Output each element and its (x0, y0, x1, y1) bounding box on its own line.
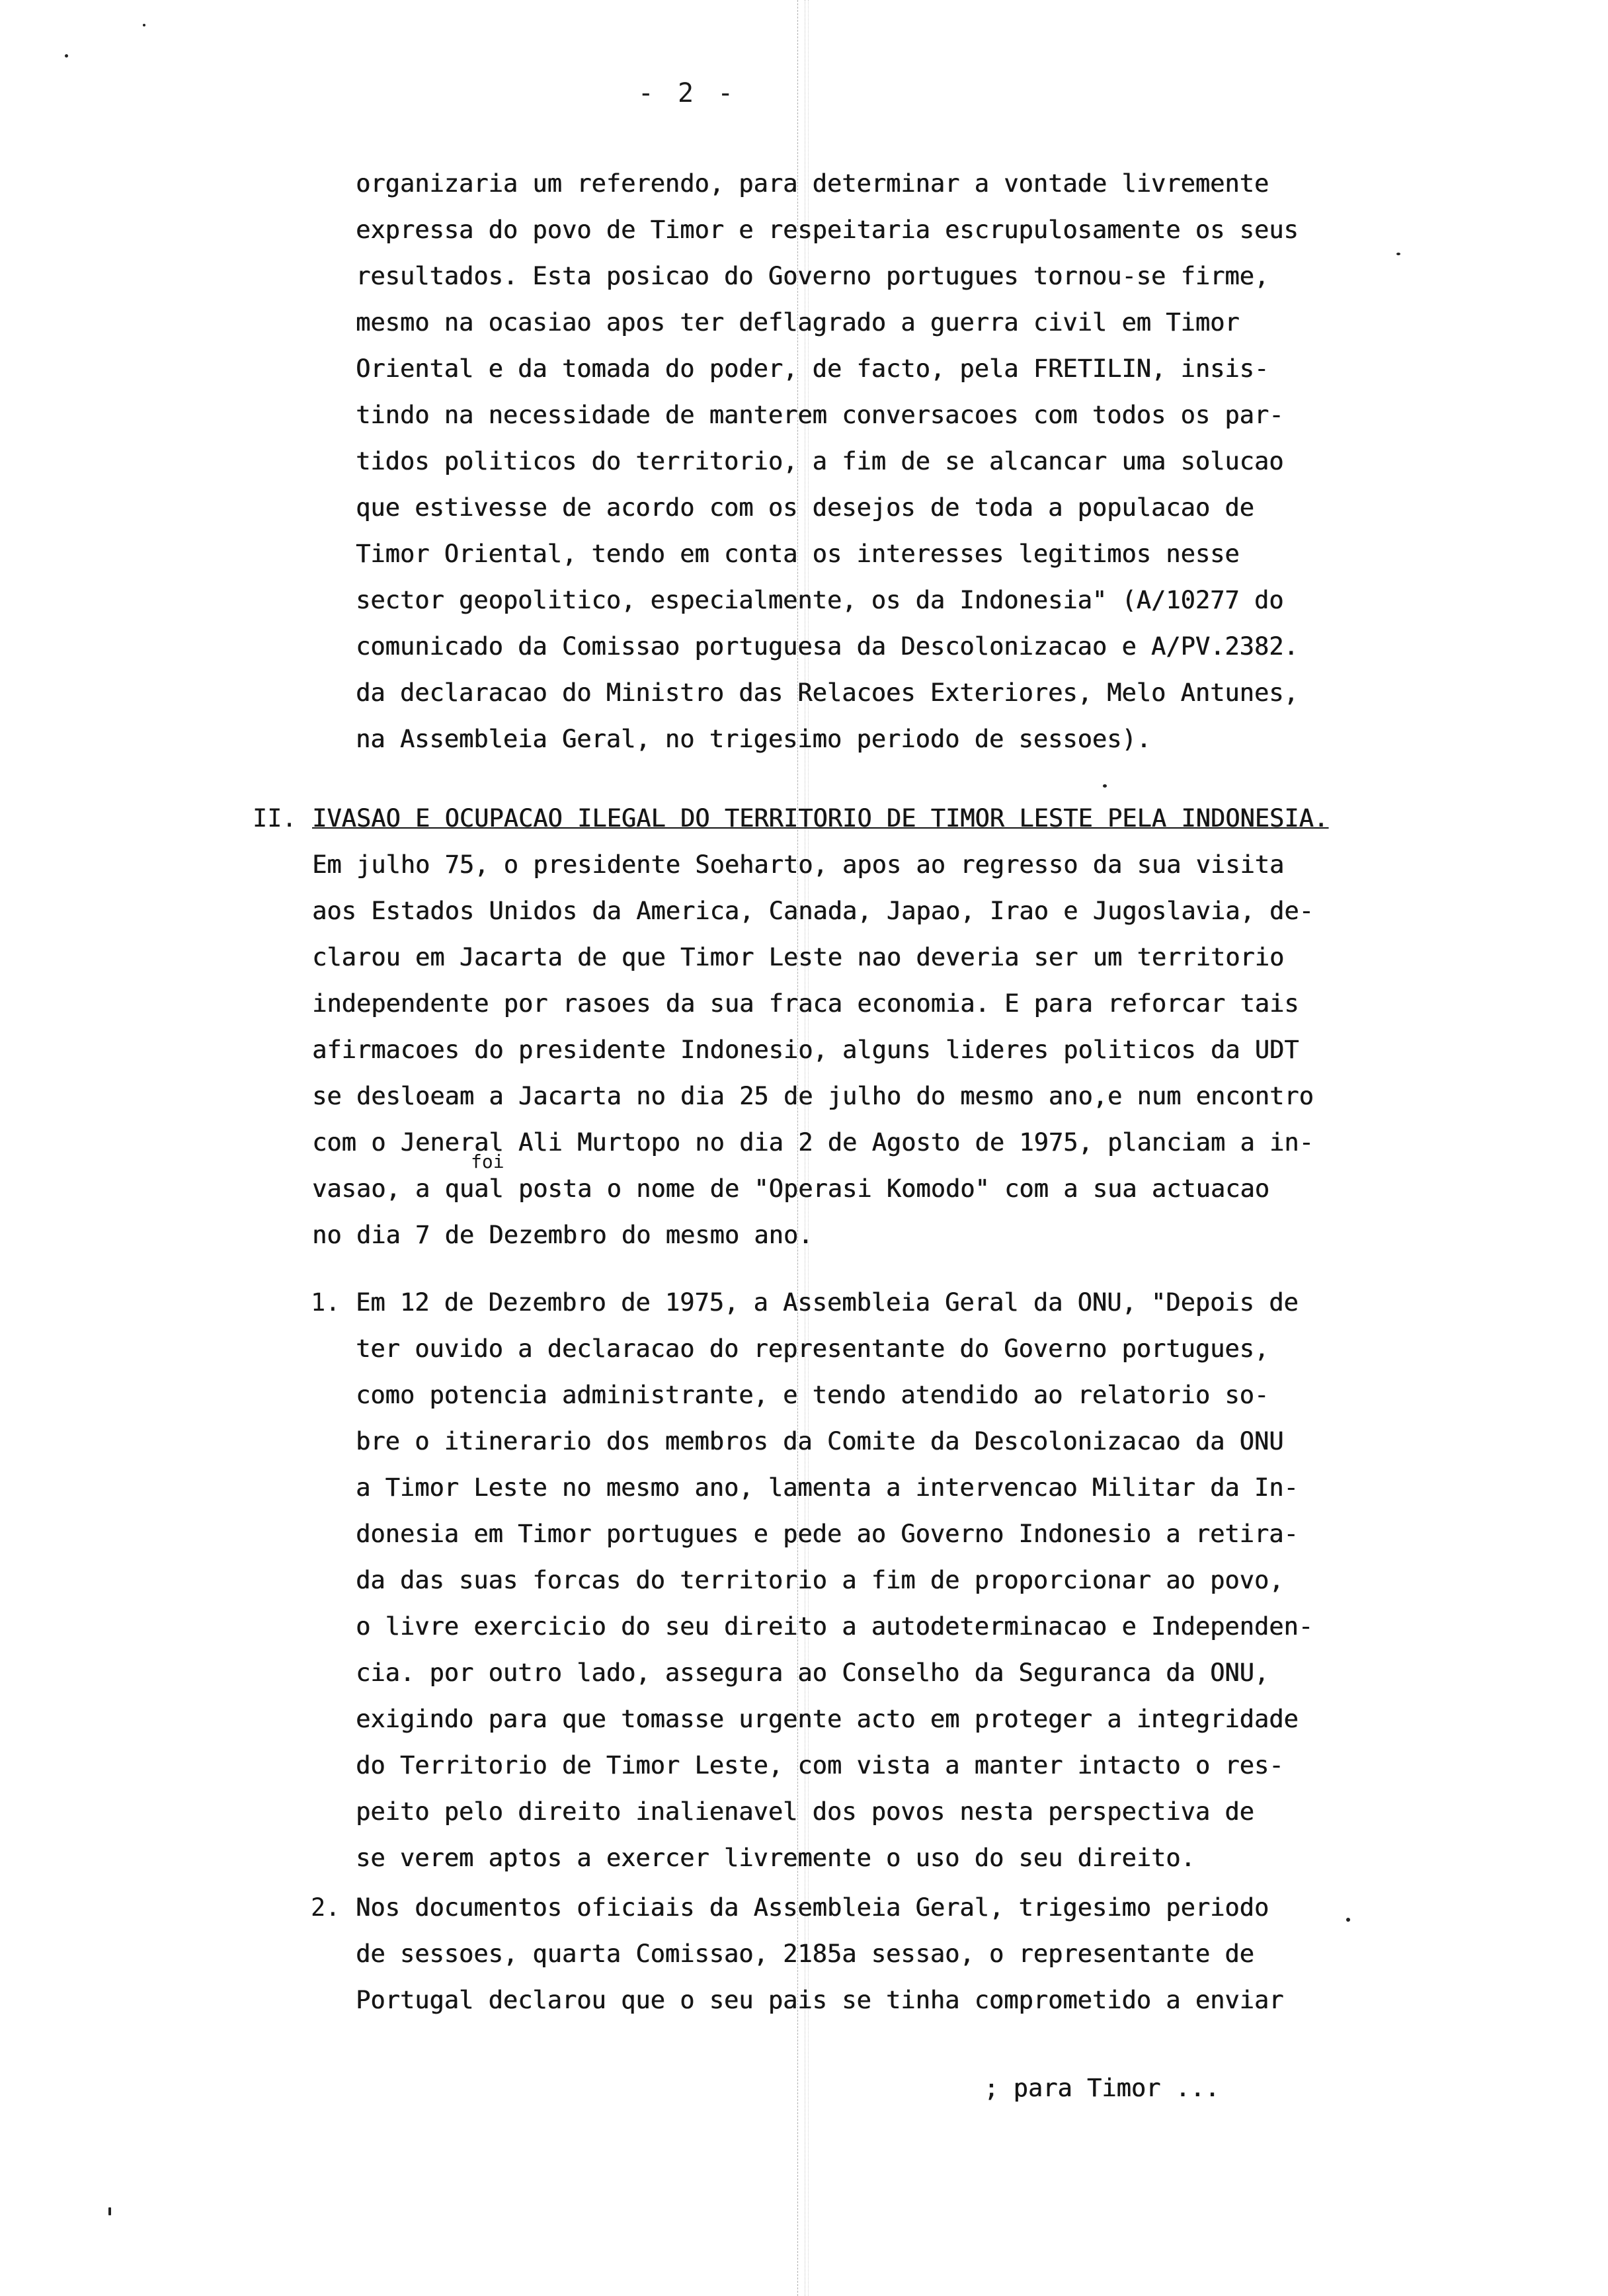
text-line: da declaracao do Ministro das Relacoes Exteriores, Melo Antunes, (356, 678, 1299, 707)
text-line: tidos politicos do territorio, a fim de se alcancar uma solucao (356, 447, 1284, 475)
page-number: - 2 - (637, 78, 738, 108)
text-line: Portugal declarou que o seu pais se tinha comprometido a enviar (356, 1986, 1284, 2014)
text-line: na Assembleia Geral, no trigesimo periodo de sessoes). (356, 725, 1151, 753)
text-line: cia. por outro lado, assegura ao Conselho da Seguranca da ONU, (356, 1659, 1269, 1687)
section-heading: IVASAO E OCUPACAO ILEGAL DO TERRITORIO DE TIMOR LESTE PELA INDONESIA. (312, 804, 1329, 833)
text-line: do Territorio de Timor Leste, com vista a manter intacto o res- (356, 1751, 1284, 1780)
text-line: peito pelo direito inalienavel dos povos nesta perspectiva de (356, 1797, 1254, 1826)
scan-speck (1346, 1918, 1350, 1922)
scan-speck (143, 24, 145, 26)
text-line: ter ouvido a declaracao do representante do Governo portugues, (356, 1334, 1269, 1363)
text-line: a Timor Leste no mesmo ano, lamenta a intervencao Militar da In- (356, 1473, 1299, 1502)
continuation-catchword: ; para Timor ... (984, 2074, 1220, 2102)
scan-speck (1103, 784, 1107, 788)
text-line: Nos documentos oficiais da Assembleia Geral, trigesimo periodo (356, 1893, 1269, 1922)
text-line: exigindo para que tomasse urgente acto em proteger a integridade (356, 1705, 1299, 1733)
text-line: com o Jeneral Ali Murtopo no dia 2 de Agosto de 1975, planciam a in- (312, 1128, 1314, 1157)
text-line: comunicado da Comissao portuguesa da Descolonizacao e A/PV.2382. (356, 632, 1299, 661)
text-line: como potencia administrante, e tendo atendido ao relatorio so- (356, 1381, 1269, 1409)
item-number: 1. (311, 1288, 341, 1317)
text-line: resultados. Esta posicao do Governo portugues tornou-se firme, (356, 262, 1269, 290)
text-line: clarou em Jacarta de que Timor Leste nao deveria ser um territorio (312, 943, 1285, 971)
text-line: o livre exercicio do seu direito a autodeterminacao e Independen- (356, 1612, 1313, 1641)
handwritten-insert: foi (471, 1151, 504, 1172)
text-line: vasao, a qual posta o nome de "Operasi Komodo" com a sua actuacao (312, 1174, 1269, 1203)
text-line: independente por rasoes da sua fraca economia. E para reforcar tais (312, 989, 1299, 1018)
text-line: Em julho 75, o presidente Soeharto, apos ao regresso da sua visita (312, 850, 1285, 879)
scan-speck (65, 54, 68, 58)
text-line: expressa do povo de Timor e respeitaria escrupulosamente os seus (356, 216, 1299, 244)
scan-speck (1396, 253, 1400, 255)
text-line: donesia em Timor portugues e pede ao Governo Indonesio a retira- (356, 1520, 1299, 1548)
scan-speck (108, 2207, 111, 2215)
text-line: se desloeam a Jacarta no dia 25 de julho do mesmo ano,e num encontro (312, 1082, 1314, 1110)
text-line: organizaria um referendo, para determinar a vontade livremente (356, 169, 1269, 198)
text-line: de sessoes, quarta Comissao, 2185a sessao, o representante de (356, 1940, 1254, 1968)
text-line: que estivesse de acordo com os desejos de toda a populacao de (356, 493, 1254, 522)
text-line: da das suas forcas do territorio a fim de proporcionar ao povo, (356, 1566, 1284, 1594)
text-line: Em 12 de Dezembro de 1975, a Assembleia Geral da ONU, "Depois de (356, 1288, 1299, 1317)
section-numeral: II. (253, 804, 297, 833)
text-line: Oriental e da tomada do poder, de facto, pela FRETILIN, insis- (356, 354, 1269, 383)
text-line: no dia 7 de Dezembro do mesmo ano. (312, 1221, 813, 1249)
text-line: sector geopolitico, especialmente, os da Indonesia" (A/10277 do (356, 586, 1284, 614)
text-line: aos Estados Unidos da America, Canada, Japao, Irao e Jugoslavia, de- (312, 897, 1314, 925)
item-number: 2. (311, 1893, 341, 1922)
text-line: Timor Oriental, tendo em conta os interesses legitimos nesse (356, 540, 1240, 568)
text-line: se verem aptos a exercer livremente o uso do seu direito. (356, 1844, 1195, 1872)
text-line: tindo na necessidade de manterem conversacoes com todos os par- (356, 401, 1284, 429)
text-line: mesmo na ocasiao apos ter deflagrado a guerra civil em Timor (356, 308, 1240, 337)
text-line: afirmacoes do presidente Indonesio, alguns lideres politicos da UDT (312, 1036, 1299, 1064)
text-line: bre o itinerario dos membros da Comite da Descolonizacao da ONU (356, 1427, 1284, 1456)
